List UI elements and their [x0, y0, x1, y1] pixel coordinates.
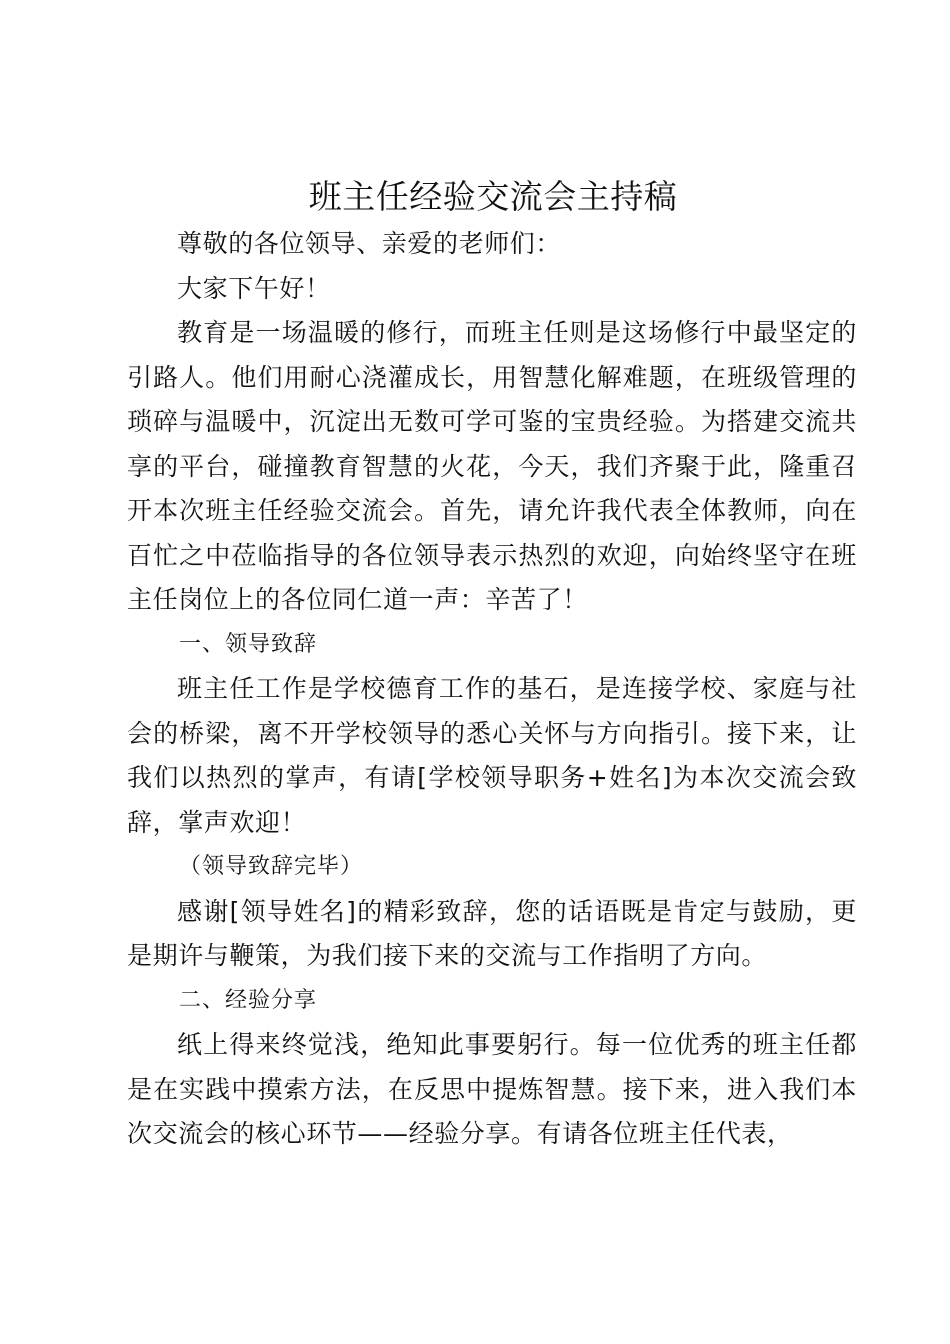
- document-page: [127, 176, 857, 1157]
- section-heading-leader-speech: 一、领导致辞: [179, 631, 318, 657]
- salutation-line: 大家下午好！: [177, 273, 331, 303]
- leader-speech-note: （领导致辞完毕）: [179, 854, 364, 879]
- thanks-paragraph: 感谢[领导姓名]的精彩致辞，您的话语既是肯定与鼓励，更是期许与鞭策，为我们接下来的交流与工作指明了方向。: [127, 896, 857, 970]
- intro-paragraph: 教育是一场温暖的修行，而班主任则是这场修行中最坚定的引路人。他们用耐心浇灌成长，用智慧化解难题，在班级管理的琐碎与温暖中，沉淀出无数可学可鉴的宝贵经验。为搭建交流共享的平台，碰撞教育智慧的火花，今天，我们齐聚于此，隆重召开本次班主任经验交流会。首先，请允许我代表全体教师，向在百忙之中莅临指导的各位领导表示热烈的欢迎，向始终坚守在班主任岗位上的各位同仁道一声：辛苦了！: [127, 318, 857, 614]
- leader-speech-paragraph: 班主任工作是学校德育工作的基石，是连接学校、家庭与社会的桥梁，离不开学校领导的悉心关怀与方向指引。接下来，让我们以热烈的掌声，有请[学校领导职务+姓名]为本次交流会致辞，掌声欢迎！: [127, 674, 857, 837]
- experience-sharing-paragraph: 纸上得来终觉浅，绝知此事要躬行。每一位优秀的班主任都是在实践中摸索方法，在反思中提炼智慧。接下来，进入我们本次交流会的核心环节——经验分享。有请各位班主任代表，: [127, 1030, 857, 1148]
- section-heading-experience-sharing: 二、经验分享: [179, 987, 318, 1013]
- document-title: 班主任经验交流会主持稿: [308, 177, 678, 216]
- greeting-line: 尊敬的各位领导、亲爱的老师们：: [177, 229, 562, 258]
